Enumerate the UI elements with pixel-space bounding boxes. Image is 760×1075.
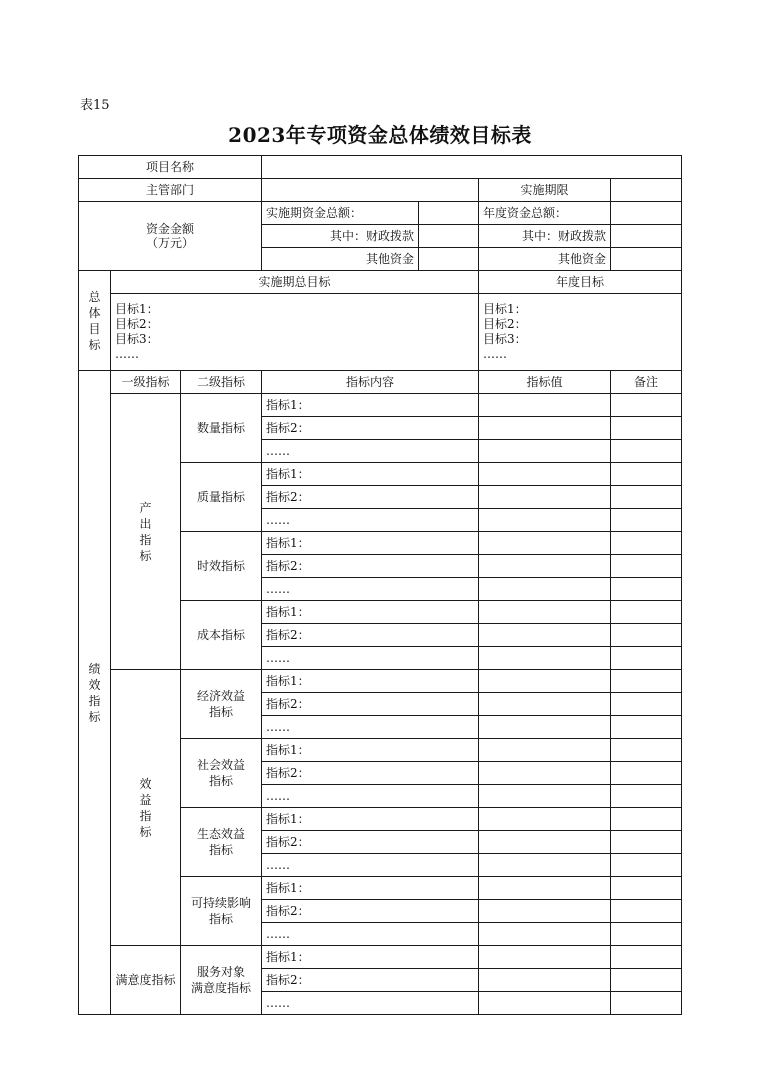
indicator-remark-cell[interactable] [611, 394, 682, 417]
indicator-content-cell[interactable]: 指标2： [262, 486, 479, 509]
level2-indicator-name: 指标 [209, 843, 234, 857]
indicator-content-cell[interactable]: 指标1： [262, 946, 479, 969]
annual-funds-cell[interactable] [611, 202, 682, 225]
department-label: 主管部门 [79, 179, 262, 202]
overall-goals-char: 目 [88, 321, 101, 336]
level1-indicator-char: 效 [139, 776, 152, 791]
indicator-remark-cell[interactable] [611, 670, 682, 693]
level1-indicator-char: 指 [139, 532, 152, 547]
indicator-value-cell[interactable] [479, 670, 611, 693]
indicator-content-cell[interactable]: 指标1： [262, 877, 479, 900]
level2-indicator-name: 指标 [209, 705, 234, 719]
indicator-content-cell[interactable]: 指标1： [262, 463, 479, 486]
level1-indicator-char: 产 [139, 500, 152, 515]
indicator-remark-cell[interactable] [611, 808, 682, 831]
period-fiscal-cell[interactable] [419, 225, 479, 248]
indicator-content-cell[interactable]: 指标1： [262, 601, 479, 624]
level2-indicator-name: 满意度指标 [191, 981, 252, 995]
annual-funds-label: 年度资金总额： [479, 202, 611, 225]
indicator-value-cell[interactable] [479, 854, 611, 877]
level2-indicator-cell [181, 463, 262, 532]
annual-goal-line: 目标1： [483, 302, 527, 316]
level2-indicator-name: 成本指标 [197, 628, 246, 642]
indicator-value-cell[interactable] [479, 785, 611, 808]
period-goal-line: …… [115, 347, 139, 361]
level2-header: 二级指标 [181, 371, 262, 394]
indicator-value-cell[interactable] [479, 992, 611, 1015]
performance-indicators-char: 绩 [88, 661, 101, 676]
annual-goal-line: 目标3： [483, 332, 527, 346]
level1-indicator-char: 出 [139, 516, 152, 531]
indicator-value-cell[interactable] [479, 969, 611, 992]
level2-indicator-cell [181, 532, 262, 601]
level1-indicator-char: 标 [139, 548, 152, 563]
level2-indicator-cell [181, 877, 262, 946]
level2-indicator-name: 可持续影响 [191, 896, 252, 910]
indicator-row [79, 670, 682, 693]
total-period-funds-label: 实施期资金总额： [262, 202, 419, 225]
indicator-value-cell[interactable] [479, 555, 611, 578]
project-name-label: 项目名称 [79, 156, 262, 179]
indicator-row [79, 946, 682, 969]
level2-indicator-name: 时效指标 [197, 559, 246, 573]
indicator-remark-cell[interactable] [611, 762, 682, 785]
period-other-cell[interactable] [419, 248, 479, 271]
level2-indicator-name: 生态效益 [197, 827, 246, 841]
indicator-value-cell[interactable] [479, 831, 611, 854]
overall-goals-char: 体 [88, 305, 101, 320]
indicator-remark-cell[interactable] [611, 440, 682, 463]
level2-indicator-name: 指标 [209, 912, 234, 926]
remark-header: 备注 [611, 371, 682, 394]
level2-indicator-name: 社会效益 [197, 758, 246, 772]
indicator-remark-cell[interactable] [611, 509, 682, 532]
level1-header: 一级指标 [111, 371, 181, 394]
indicator-value-cell[interactable] [479, 900, 611, 923]
indicator-remark-cell[interactable] [611, 969, 682, 992]
indicator-content-cell[interactable]: 指标2： [262, 762, 479, 785]
project-name-cell[interactable] [262, 156, 682, 179]
indicator-remark-cell[interactable] [611, 463, 682, 486]
indicator-value-cell[interactable] [479, 877, 611, 900]
annual-fiscal-label: 其中：财政拨款 [479, 225, 611, 248]
indicator-value-cell[interactable] [479, 624, 611, 647]
performance-indicators-char: 标 [88, 709, 101, 724]
level1-indicator-cell [111, 394, 181, 670]
period-goal-line: 目标2： [115, 317, 159, 331]
indicator-content-cell[interactable]: 指标1： [262, 532, 479, 555]
overall-goals-char: 总 [88, 289, 101, 304]
indicator-content-cell[interactable]: …… [262, 854, 479, 877]
annual-goal-line: 目标2： [483, 317, 527, 331]
performance-target-table [78, 155, 682, 1015]
level1-indicator-cell [111, 946, 181, 1015]
indicator-remark-cell[interactable] [611, 739, 682, 762]
indicator-remark-cell[interactable] [611, 555, 682, 578]
indicator-remark-cell[interactable] [611, 486, 682, 509]
indicator-remark-cell[interactable] [611, 946, 682, 969]
indicator-content-cell[interactable]: 指标2： [262, 693, 479, 716]
annual-goal-line: …… [483, 347, 508, 361]
level2-indicator-name: 经济效益 [197, 689, 246, 703]
indicator-value-cell[interactable] [479, 923, 611, 946]
indicator-remark-cell[interactable] [611, 716, 682, 739]
indicator-content-cell[interactable]: 指标2： [262, 900, 479, 923]
indicator-content-cell[interactable]: …… [262, 992, 479, 1015]
indicator-value-cell[interactable] [479, 647, 611, 670]
indicator-content-cell[interactable]: …… [262, 509, 479, 532]
table-number-label: 表15 [80, 98, 110, 113]
amount-label-line2: （万元） [146, 236, 195, 250]
indicator-value-cell[interactable] [479, 693, 611, 716]
amount-label-line1: 资金金额 [146, 222, 195, 236]
indicator-remark-cell[interactable] [611, 417, 682, 440]
indicator-value-cell[interactable] [479, 440, 611, 463]
indicator-content-cell[interactable]: 指标2： [262, 417, 479, 440]
level1-indicator-cell [111, 670, 181, 946]
level1-indicator-text: 满意度指标 [115, 973, 176, 987]
indicator-value-cell[interactable] [479, 946, 611, 969]
annual-other-label: 其他资金 [479, 248, 611, 271]
indicator-remark-cell[interactable] [611, 854, 682, 877]
indicator-value-cell[interactable] [479, 716, 611, 739]
department-cell[interactable] [262, 179, 479, 202]
indicator-content-cell[interactable]: …… [262, 440, 479, 463]
indicator-content-cell[interactable]: 指标1： [262, 670, 479, 693]
indicator-content-cell[interactable]: 指标1： [262, 394, 479, 417]
indicator-value-cell[interactable] [479, 394, 611, 417]
indicator-content-cell[interactable]: …… [262, 785, 479, 808]
amount-row-1 [79, 202, 682, 225]
department-row [79, 179, 682, 202]
indicator-value-cell[interactable] [479, 808, 611, 831]
level2-indicator-name: 质量指标 [197, 490, 246, 504]
indicator-content-cell[interactable]: 指标2： [262, 555, 479, 578]
indicator-content-cell[interactable]: 指标1： [262, 808, 479, 831]
amount-label [79, 202, 262, 271]
period-cell[interactable] [611, 179, 682, 202]
level1-indicator-char: 指 [139, 808, 152, 823]
level2-indicator-cell [181, 394, 262, 463]
level2-indicator-name: 指标 [209, 774, 234, 788]
level1-indicator-char: 益 [139, 792, 152, 807]
indicator-remark-cell[interactable] [611, 992, 682, 1015]
indicator-value-cell[interactable] [479, 463, 611, 486]
overall-goal-header-row [79, 271, 682, 294]
level2-indicator-name: 服务对象 [197, 965, 246, 979]
annual-other-cell[interactable] [611, 248, 682, 271]
performance-indicators-char: 指 [88, 693, 101, 708]
period-fiscal-label: 其中：财政拨款 [262, 225, 419, 248]
indicator-content-cell[interactable]: …… [262, 923, 479, 946]
period-goals-cell[interactable] [111, 294, 479, 371]
overall-goal-content-row [79, 294, 682, 371]
level2-indicator-cell [181, 601, 262, 670]
indicator-remark-cell[interactable] [611, 624, 682, 647]
indicator-value-cell[interactable] [479, 486, 611, 509]
value-header: 指标值 [479, 371, 611, 394]
period-label: 实施期限 [479, 179, 611, 202]
level2-indicator-cell [181, 808, 262, 877]
document-title: 2023年专项资金总体绩效目标表 [228, 123, 532, 147]
indicator-value-cell[interactable] [479, 739, 611, 762]
indicator-remark-cell[interactable] [611, 647, 682, 670]
annual-goals-cell[interactable] [479, 294, 682, 371]
indicator-content-cell[interactable]: …… [262, 578, 479, 601]
level2-indicator-name: 数量指标 [197, 421, 246, 435]
indicator-remark-cell[interactable] [611, 900, 682, 923]
level2-indicator-cell [181, 670, 262, 739]
project-name-row [79, 156, 682, 179]
indicator-remark-cell[interactable] [611, 532, 682, 555]
annual-fiscal-cell[interactable] [611, 225, 682, 248]
indicator-value-cell[interactable] [479, 532, 611, 555]
indicator-remark-cell[interactable] [611, 831, 682, 854]
indicator-remark-cell[interactable] [611, 877, 682, 900]
performance-indicators-char: 效 [88, 677, 101, 692]
indicator-content-cell[interactable]: 指标2： [262, 624, 479, 647]
indicator-content-cell[interactable]: …… [262, 647, 479, 670]
indicator-remark-cell[interactable] [611, 923, 682, 946]
indicator-value-cell[interactable] [479, 417, 611, 440]
indicator-remark-cell[interactable] [611, 693, 682, 716]
annual-goal-header: 年度目标 [479, 271, 682, 294]
indicator-value-cell[interactable] [479, 762, 611, 785]
indicator-content-cell[interactable]: 指标1： [262, 739, 479, 762]
performance-indicators-label [79, 371, 111, 1015]
content-header: 指标内容 [262, 371, 479, 394]
overall-goals-label [79, 271, 111, 371]
indicator-value-cell[interactable] [479, 578, 611, 601]
period-goal-line: 目标1： [115, 302, 159, 316]
indicator-content-cell[interactable]: 指标2： [262, 831, 479, 854]
indicator-header-row [79, 371, 682, 394]
level2-indicator-cell [181, 739, 262, 808]
indicator-content-cell[interactable]: 指标2： [262, 969, 479, 992]
period-goal-header: 实施期总目标 [111, 271, 479, 294]
indicator-content-cell[interactable]: …… [262, 716, 479, 739]
period-goal-line: 目标3： [115, 332, 159, 346]
level2-indicator-cell [181, 946, 262, 1015]
indicator-row [79, 394, 682, 417]
period-other-label: 其他资金 [262, 248, 419, 271]
overall-goals-char: 标 [88, 337, 101, 352]
indicator-value-cell[interactable] [479, 509, 611, 532]
indicator-remark-cell[interactable] [611, 785, 682, 808]
total-period-funds-cell[interactable] [419, 202, 479, 225]
indicator-value-cell[interactable] [479, 601, 611, 624]
indicator-remark-cell[interactable] [611, 601, 682, 624]
level1-indicator-char: 标 [139, 824, 152, 839]
indicator-remark-cell[interactable] [611, 578, 682, 601]
